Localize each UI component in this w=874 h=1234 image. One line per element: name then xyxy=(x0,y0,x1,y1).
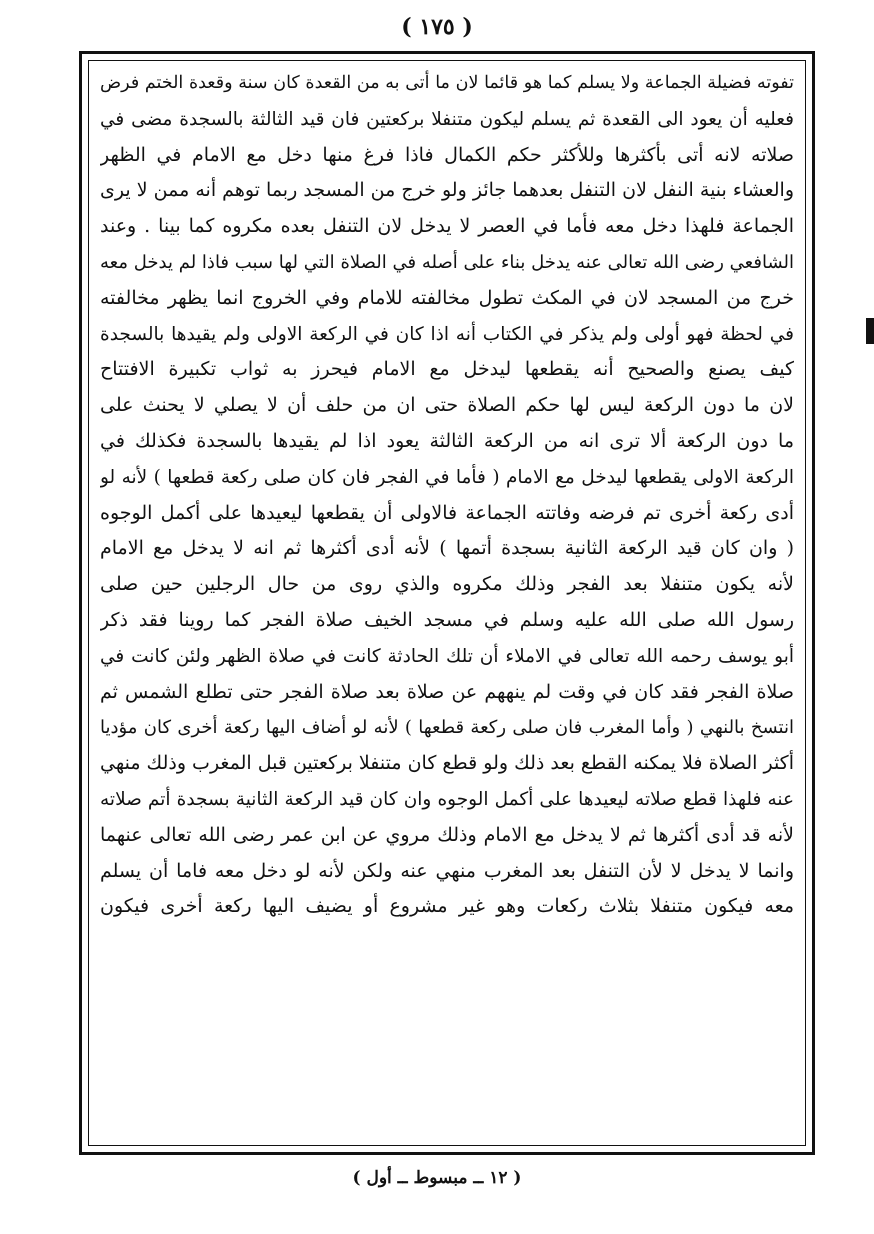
page-number: ( ١٧٥ ) xyxy=(401,14,473,40)
text-line: لأنه يكون متنفلا بعد الفجر وذلك مكروه والذي روى من حال الرجلين حين صلى xyxy=(100,573,794,596)
text-line: صلاته لانه أتى بأكثرها وللأكثر حكم الكمال فاذا فرغ منها دخل مع الامام في الظهر xyxy=(100,143,794,166)
text-line: رسول الله صلى الله عليه وسلم في مسجد الخيف صلاة الفجر كما روينا فقد ذكر xyxy=(100,608,794,631)
text-line: أدى ركعة أخرى تم فرضه وفاتته الجماعة فالاولى أن يقطعها ليعيدها على أكمل الوجوه xyxy=(100,501,794,524)
text-line: صلاة الفجر فقد كان في وقت لم ينههم عن صلاة بعد صلاة الفجر حتى تطلع الشمس ثم xyxy=(100,680,794,703)
scan-edge-mark xyxy=(866,318,874,344)
text-line: أكثر الصلاة فلا يمكنه القطع بعد ذلك ولو قطع كان متنفلا بركعتين قبل المغرب وذلك منهي xyxy=(100,752,794,775)
text-line: ( وان كان قيد الركعة الثانية بسجدة أتمها ) لأنه أدى أكثرها ثم انه لا يدخل مع الامام xyxy=(100,537,794,560)
text-line: معه فيكون متنفلا بثلاث ركعات وهو غير مشروع أو يضيف اليها ركعة أخرى فيكون xyxy=(100,895,794,918)
text-line: أبو يوسف رحمه الله تعالى في الاملاء أن تلك الحادثة كانت في صلاة الظهر ولئن كانت في xyxy=(100,645,794,667)
text-line: فعليه أن يعود الى القعدة ثم يسلم ليكون متنفلا بركعتين فان قيد الثالثة بالسجدة مضى في xyxy=(100,108,794,130)
text-line: الشافعي رضى الله تعالى عنه يدخل بناء على أصله في الصلاة التي لها سبب فاذا لم يدخل معه xyxy=(100,251,794,273)
text-line: ما دون الركعة ألا ترى انه من الركعة الثالثة يعود اذا لم يقيدها بالسجدة فكذلك في xyxy=(100,429,794,452)
text-line: لأنه قد أدى أكثرها ثم لا يدخل مع الامام وذلك مروي عن ابن عمر رضى الله تعالى عنهما xyxy=(100,823,794,846)
text-line: لان ما دون الركعة ليس لها حكم الصلاة حتى ان من حلف أن لا يصلي لا يحنث على xyxy=(100,394,794,417)
footer-signature: ( ١٢ ــ مبسوط ــ أول ) xyxy=(352,1168,522,1188)
text-line: الجماعة فلهذا دخل معه فأما في العصر لا يدخل لان التنفل بعده مكروه كما بينا . وعند xyxy=(100,215,794,238)
text-line: وانما لا يدخل لا لأن التنفل بعد المغرب منهي عنه ولكن لأنه لو دخل معه فاما أن يسلم xyxy=(100,859,794,882)
text-line: تفوته فضيلة الجماعة ولا يسلم كما هو قائما لان ما أتى به من القعدة كان سنة وقعدة الختم فرض xyxy=(100,73,794,93)
text-line: خرج من المسجد لان في المكث تطول مخالفته للامام وفي الخروج انما يظهر مخالفته xyxy=(100,286,794,309)
text-line: والعشاء بنية النفل لان التنفل بعدهما جائز ولو خرج من المسجد ربما توهم أنه ممن لا يرى xyxy=(100,179,794,202)
text-body xyxy=(100,66,794,1142)
text-line: انتسخ بالنهي ( وأما المغرب فان صلى ركعة قطعها ) لأنه لو أضاف اليها ركعة أخرى كان مؤديا xyxy=(100,717,794,739)
text-line: كيف يصنع والصحيح أنه يقطعها ليدخل مع الامام فيحرز به ثواب تكبيرة الافتتاح xyxy=(100,358,794,381)
text-line: في لحظة فهو أولى ولم يذكر في الكتاب أنه اذا كان في الركعة الاولى ولم يقيدها بالسجدة xyxy=(100,323,794,345)
text-line: الركعة الاولى يقطعها ليدخل مع الامام ( فأما في الفجر فان كان صلى ركعة قطعها ) لأنه لو xyxy=(100,466,794,488)
text-line: عنه فلهذا قطع صلاته ليعيدها على أكمل الوجوه وان كان قيد الركعة الثانية بسجدة أتم صلاته xyxy=(100,788,794,810)
